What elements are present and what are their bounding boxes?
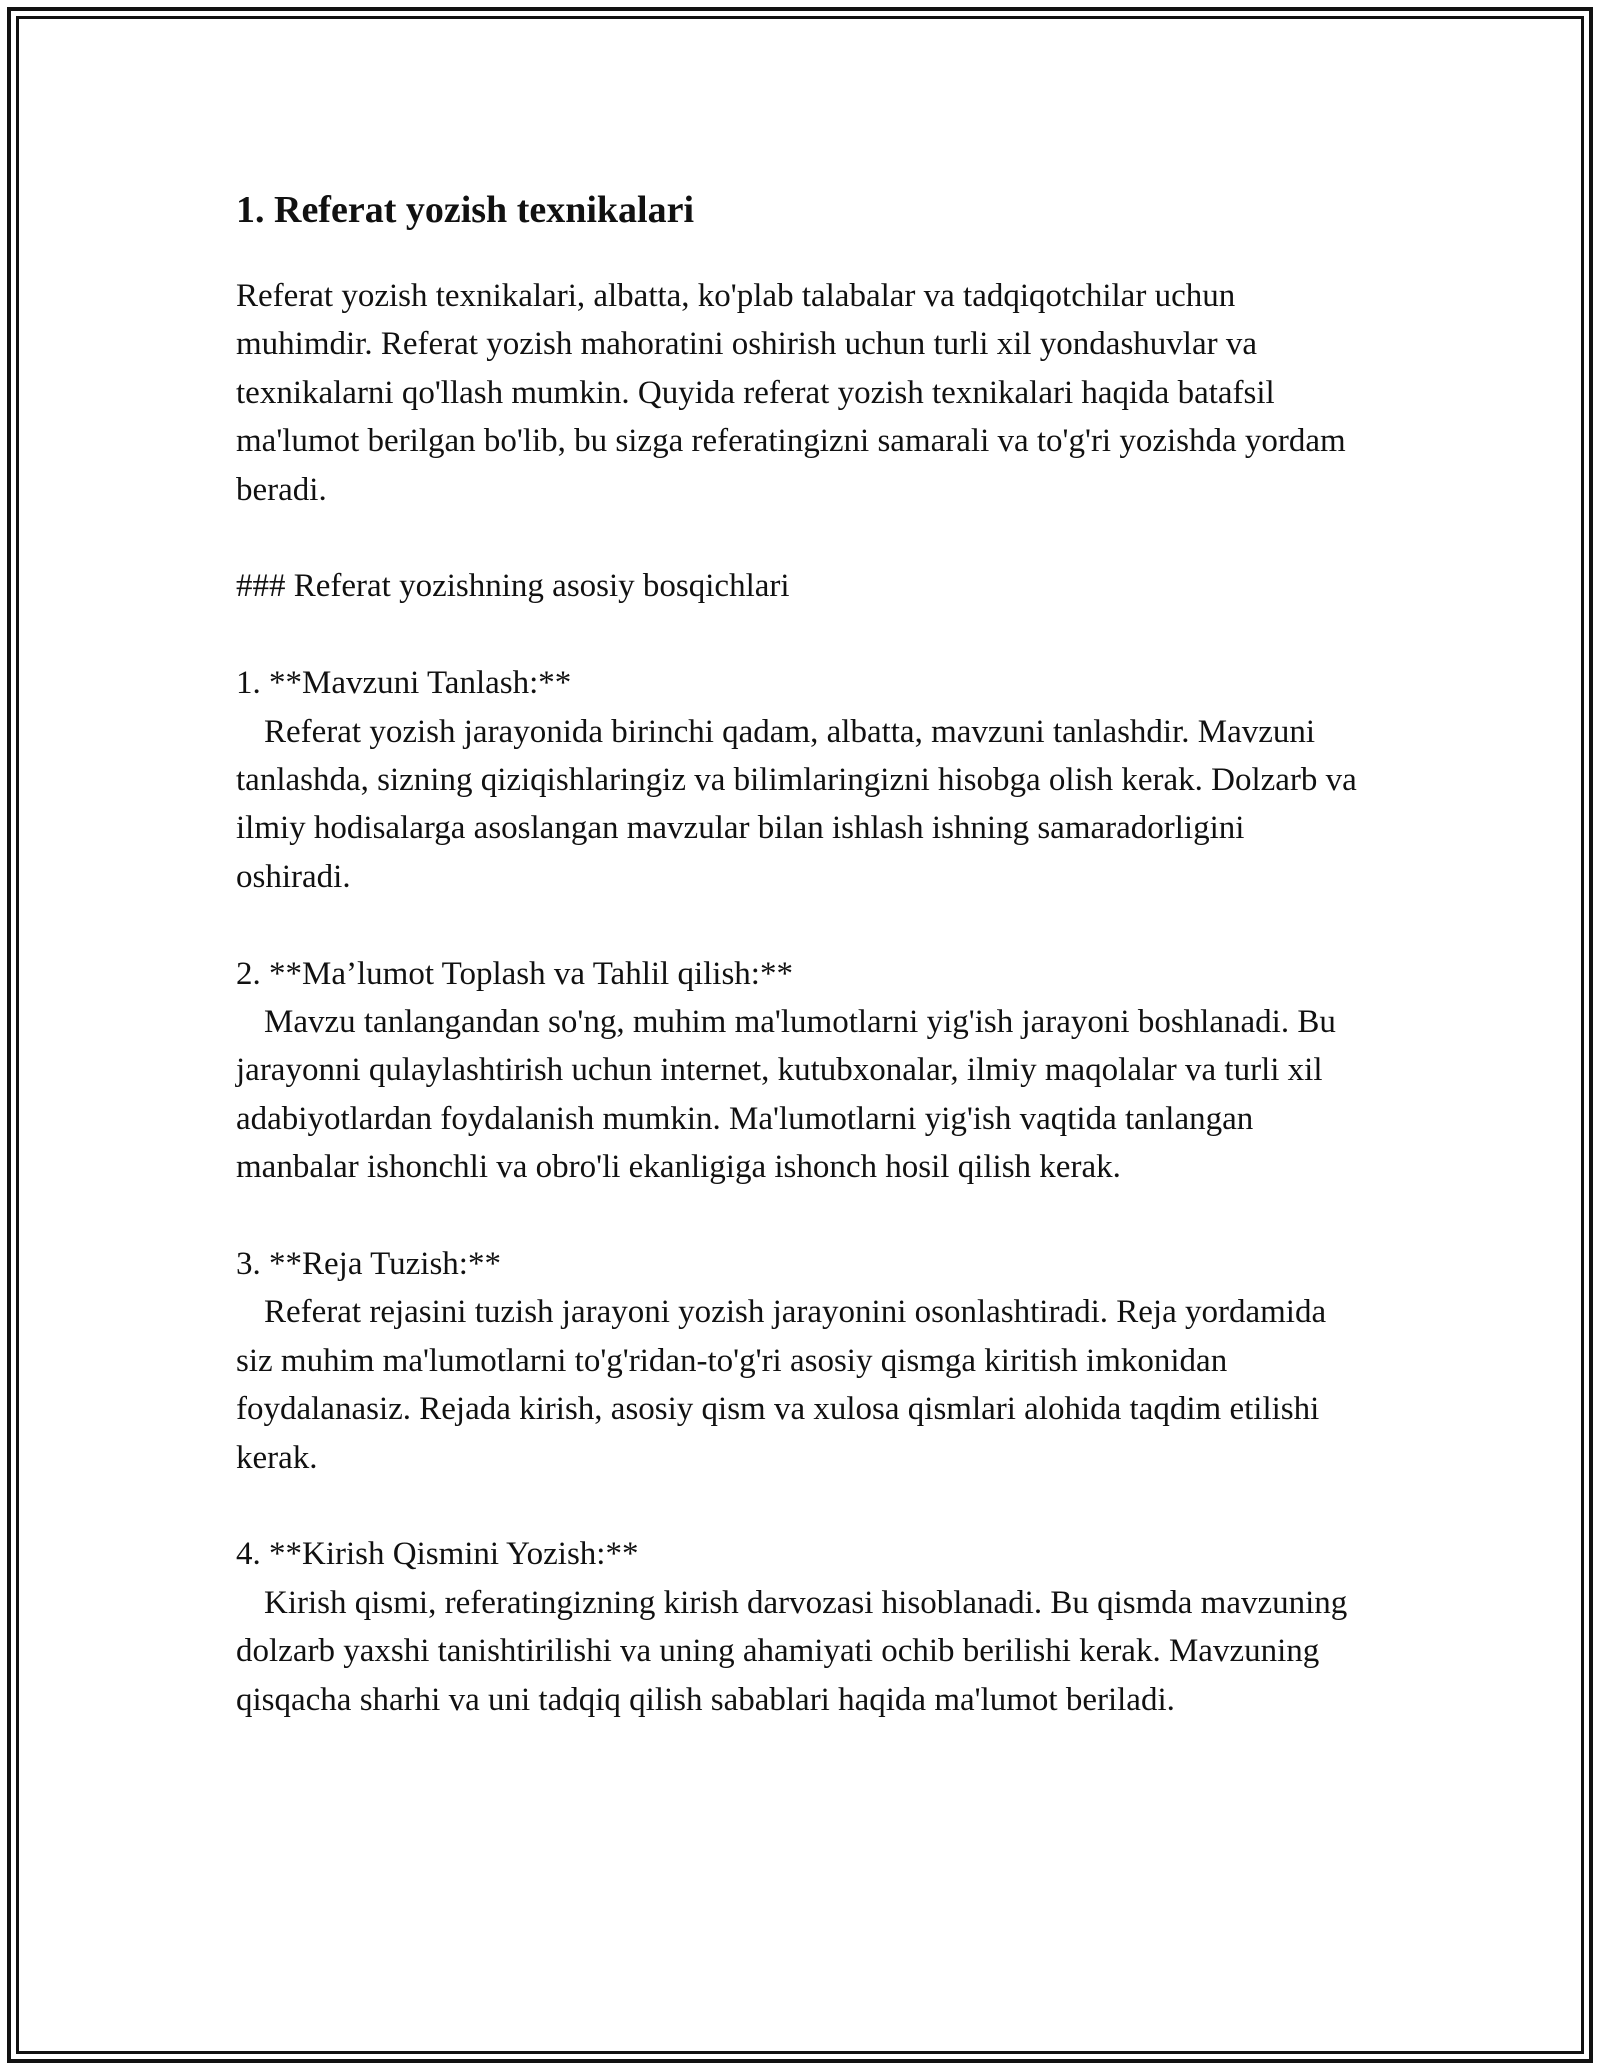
document-body bbox=[236, 186, 1366, 1724]
section-1-heading: 1. **Mavzuni Tanlash:** bbox=[236, 665, 572, 702]
section-4-heading: 4. **Kirish Qismini Yozish:** bbox=[236, 1536, 639, 1573]
section-3-body bbox=[236, 1288, 1366, 1482]
section-1-text: Referat yozish jarayonida birinchi qadam, albatta, mavzuni tanlashdir. Mavzuni tanlashda, sizning qiziqishlaringiz va bilimlaringizni hisobga olish kerak. Dolzarb va ilmiy hodisalarga asoslangan mavzular bilan ishlash ishning samaradorligini oshiradi. bbox=[236, 713, 1366, 895]
section-4-body bbox=[236, 1579, 1366, 1724]
intro-paragraph: Referat yozish texnikalari, albatta, ko'plab talabalar va tadqiqotchilar uchun muhimdir. Referat yozish mahoratini oshirish uchun turli xil yondashuvlar va texnikalarni qo'llash mumkin. Quyida referat yozish texnikalari haqida batafsil ma'lumot berilgan bo'lib, bu sizga referatingizni samarali va to'g'ri yozishda yordam beradi. bbox=[236, 278, 1354, 508]
section-3-text: Referat rejasini tuzish jarayoni yozish jarayonini osonlashtiradi. Reja yordamida siz muhim ma'lumotlarni to'g'ridan-to'g'ri asosiy qismga kiritish imkonidan foydalanasiz. Rejada kirish, asosiy qism va xulosa qismlari alohida taqdim etilishi kerak. bbox=[236, 1294, 1335, 1476]
section-subheading: ### Referat yozishning asosiy bosqichlari bbox=[236, 568, 790, 605]
document-title: 1. Referat yozish texnikalari bbox=[236, 189, 695, 231]
section-2-body bbox=[236, 998, 1366, 1192]
section-3-heading: 3. **Reja Tuzish:** bbox=[236, 1246, 501, 1283]
section-2-text: Mavzu tanlangandan so'ng, muhim ma'lumotlarni yig'ish jarayoni boshlanadi. Bu jarayonni qulaylashtirish uchun internet, kutubxonalar, ilmiy maqolalar va turli xil adabiyotlardan foydalanish mumkin. Ma'lumotlarni yig'ish vaqtida tanlangan manbalar ishonchli va obro'li ekanligiga ishonch hosil qilish kerak. bbox=[236, 1004, 1345, 1186]
section-4-text: Kirish qismi, referatingizning kirish darvozasi hisoblanadi. Bu qismda mavzuning dolzarb yaxshi tanishtirilishi va uning ahamiyati ochib berilishi kerak. Mavzuning qisqacha sharhi va uni tadqiq qilish sabablari haqida ma'lumot beriladi. bbox=[236, 1584, 1356, 1718]
section-2-heading: 2. **Ma’lumot Toplash va Tahlil qilish:** bbox=[236, 955, 793, 992]
section-1-body bbox=[236, 708, 1366, 902]
